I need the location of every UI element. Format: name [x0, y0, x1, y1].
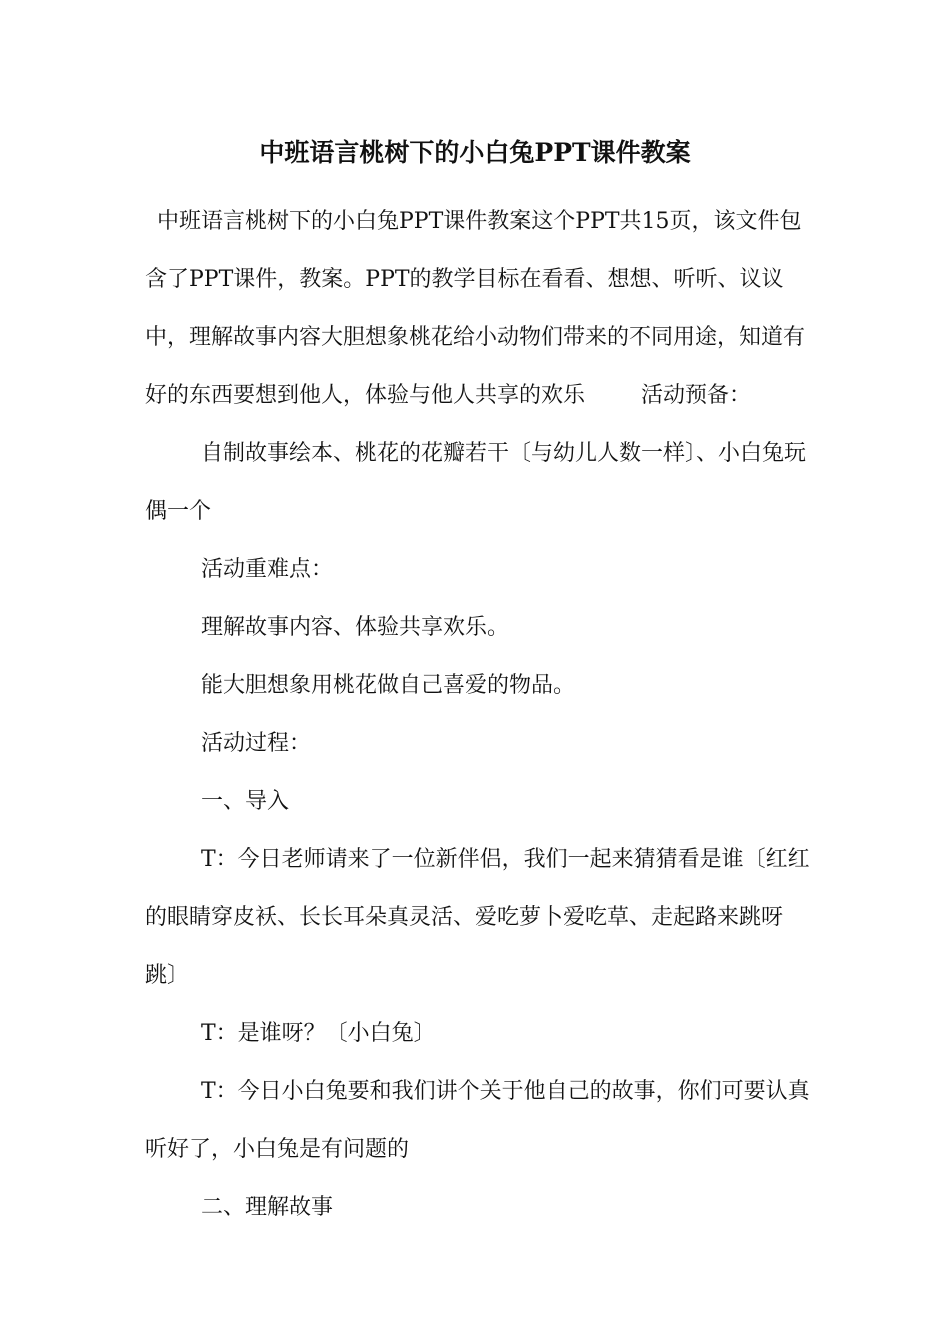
- intro-tail-text: 活动预备：: [641, 383, 752, 408]
- paragraph-key-point-2: 能大胆想象用桃花做自己喜爱的物品。: [201, 673, 576, 698]
- paragraph-process-heading: 活动过程：: [201, 731, 312, 756]
- paragraph-teacher-question: T：是谁呀？〔小白兔〕: [201, 1021, 436, 1046]
- paragraph-section-1-heading: 一、导入: [201, 789, 290, 814]
- intro-paragraph: [145, 193, 810, 425]
- paragraph-teacher-riddle: T：今日老师请来了一位新伴侣，我们一起来猜猜看是谁〔红红的眼睛穿皮袄、长长耳朵真灵活、爱吃萝卜爱吃草、走起路来跳呀跳〕: [145, 847, 810, 988]
- paragraph-materials: 自制故事绘本、桃花的花瓣若干〔与幼儿人数一样〕、小白兔玩偶一个: [145, 441, 807, 524]
- intro-main-text: 中班语言桃树下的小白兔PPT课件教案这个PPT共15页，该文件包含了PPT课件，教案。PPT的教学目标在看看、想想、听听、议议中，理解故事内容大胆想象桃花给小动物们带来的不同用途，知道有好的东西要想到他人，体验与他人共享的欢乐: [145, 209, 806, 408]
- document-title: 中班语言桃树下的小白兔PPT课件教案: [259, 138, 691, 167]
- paragraph-key-point-1: 理解故事内容、体验共享欢乐。: [201, 615, 510, 640]
- paragraph-teacher-story-intro: T：今日小白兔要和我们讲个关于他自己的故事，你们可要认真听好了，小白兔是有问题的: [145, 1079, 810, 1162]
- paragraph-section-2-heading: 二、理解故事: [201, 1195, 334, 1220]
- paragraph-key-points-heading: 活动重难点：: [201, 557, 334, 582]
